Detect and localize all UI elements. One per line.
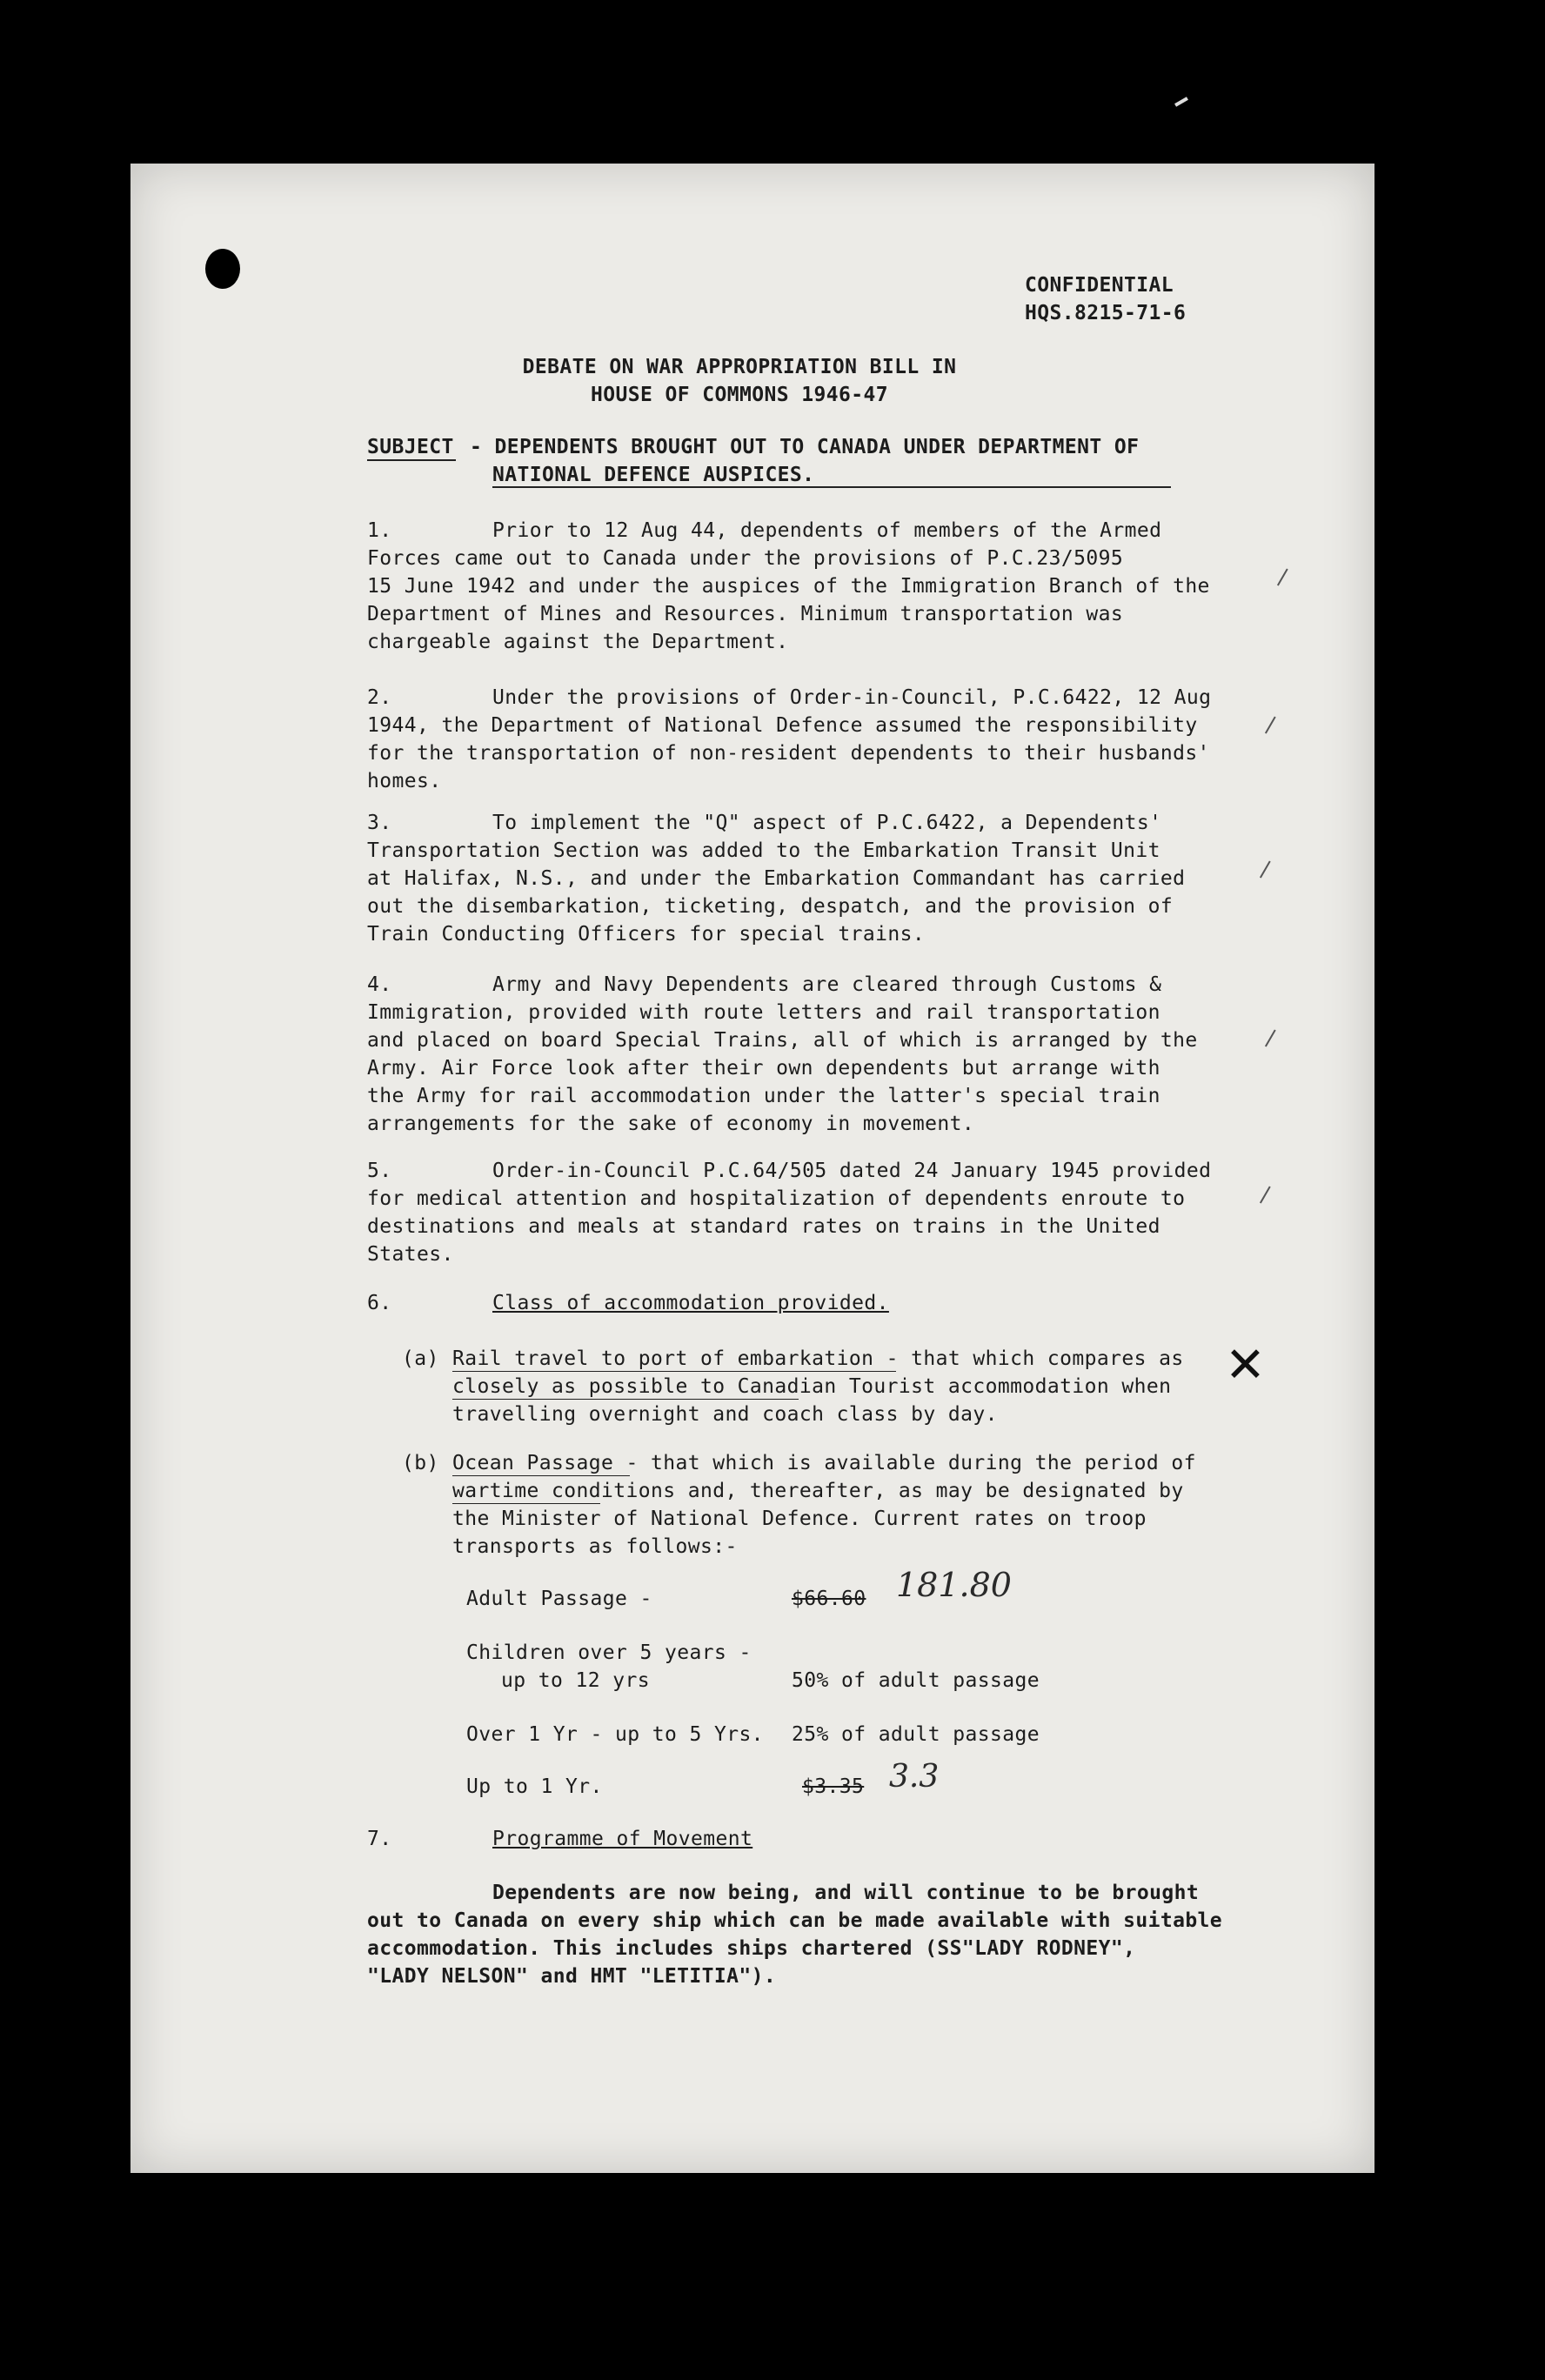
para-6b-label: (b) [402, 1452, 439, 1474]
para-7-heading: Programme of Movement [492, 1828, 753, 1850]
para-4-line: arrangements for the sake of economy in movement. [367, 1113, 975, 1135]
para-2-line: 1944, the Department of National Defence assumed the responsibility [367, 714, 1198, 737]
para-1-line: Prior to 12 Aug 44, dependents of members of the Armed [492, 519, 1162, 542]
para-6b-underline [452, 1503, 600, 1504]
classification-label: CONFIDENTIAL [1025, 274, 1174, 297]
para-6b-line: wartime conditions and, thereafter, as may be designated by [452, 1480, 1184, 1502]
para-3-number: 3. [367, 812, 392, 834]
para-5-number: 5. [367, 1160, 392, 1182]
para-6-heading: Class of accommodation provided. [492, 1292, 889, 1314]
para-1-line: Department of Mines and Resources. Minimum transportation was [367, 603, 1124, 625]
rate-children-label: up to 12 yrs [501, 1669, 650, 1692]
para-1-line: chargeable against the Department. [367, 631, 789, 653]
para-7-line: out to Canada on every ship which can be made available with suitable [367, 1909, 1223, 1932]
para-5-line: States. [367, 1243, 454, 1266]
rate-children-value: 50% of adult passage [792, 1669, 1040, 1692]
para-2-number: 2. [367, 686, 392, 709]
para-6a-line: travelling overnight and coach class by day. [452, 1403, 998, 1426]
para-6b-underline [452, 1475, 630, 1476]
para-7-line: "LADY NELSON" and HMT "LETITIA"). [367, 1965, 777, 1988]
rate-adult-value: $66.60 [792, 1588, 866, 1610]
para-4-line: Immigration, provided with route letters and rail transportation [367, 1001, 1160, 1024]
para-1-number: 1. [367, 519, 392, 542]
para-7-line: accommodation. This includes ships chartered (SS"LADY RODNEY", [367, 1937, 1136, 1960]
para-4-line: Army. Air Force look after their own dependents but arrange with [367, 1057, 1160, 1080]
subject-underline [492, 486, 1171, 488]
subject-line-1: - DEPENDENTS BROUGHT OUT TO CANADA UNDER DEPARTMENT OF [470, 436, 1140, 458]
para-2-line: homes. [367, 770, 442, 792]
rate-baby-label: Up to 1 Yr. [466, 1775, 603, 1798]
para-4-line: and placed on board Special Trains, all of which is arranged by the [367, 1029, 1198, 1052]
subject-label-underline [367, 459, 456, 461]
para-1-line: 15 June 1942 and under the auspices of the Immigration Branch of the [367, 575, 1210, 598]
para-6b-line: Ocean Passage - that which is available during the period of [452, 1452, 1196, 1474]
para-6a-label: (a) [402, 1347, 439, 1370]
para-2-line: for the transportation of non-resident dependents to their husbands' [367, 742, 1210, 765]
para-5-line: destinations and meals at standard rates on trains in the United [367, 1215, 1160, 1238]
subject-label: SUBJECT [367, 436, 454, 458]
para-3-line: Transportation Section was added to the Embarkation Transit Unit [367, 839, 1160, 862]
rate-baby-handwritten: 3.3 [889, 1759, 940, 1795]
punch-hole [205, 249, 240, 289]
para-4-line: the Army for rail accommodation under the latter's special train [367, 1085, 1160, 1107]
para-7-line: Dependents are now being, and will continue to be brought [492, 1882, 1200, 1904]
x-mark: ✕ [1225, 1337, 1266, 1394]
para-3-line: out the disembarkation, ticketing, despatch, and the provision of [367, 895, 1174, 918]
para-6a-underline [452, 1371, 896, 1372]
para-4-number: 4. [367, 973, 392, 996]
rate-adult-label: Adult Passage - [466, 1588, 652, 1610]
para-1-line: Forces came out to Canada under the provisions of P.C.23/5095 [367, 547, 1124, 570]
subject-line-2: NATIONAL DEFENCE AUSPICES. [492, 464, 815, 486]
rate-infant-value: 25% of adult passage [792, 1723, 1040, 1746]
para-7-number: 7. [367, 1828, 392, 1850]
para-5-line: Order-in-Council P.C.64/505 dated 24 January 1945 provided [492, 1160, 1212, 1182]
rate-baby-value: $3.35 [802, 1775, 865, 1798]
para-3-line: Train Conducting Officers for special trains. [367, 923, 926, 946]
para-3-line: at Halifax, N.S., and under the Embarkation Commandant has carried [367, 867, 1186, 890]
para-6b-line: the Minister of National Defence. Current rates on troop [452, 1508, 1147, 1530]
para-6a-underline [452, 1399, 799, 1400]
para-6b-line: transports as follows:- [452, 1535, 738, 1558]
para-6a-line: closely as possible to Canadian Tourist accommodation when [452, 1375, 1172, 1398]
rate-infant-label: Over 1 Yr - up to 5 Yrs. [466, 1723, 764, 1746]
title-line-2: HOUSE OF COMMONS 1946-47 [591, 384, 888, 406]
para-5-line: for medical attention and hospitalization of dependents enroute to [367, 1187, 1186, 1210]
scan-mark [1174, 97, 1188, 106]
para-6a-line: Rail travel to port of embarkation - that which compares as [452, 1347, 1184, 1370]
para-4-line: Army and Navy Dependents are cleared through Customs & [492, 973, 1162, 996]
para-3-line: To implement the "Q" aspect of P.C.6422, a Dependents' [492, 812, 1162, 834]
title-line-1: DEBATE ON WAR APPROPRIATION BILL IN [522, 356, 957, 378]
rate-children-label: Children over 5 years - [466, 1641, 752, 1664]
para-2-line: Under the provisions of Order-in-Council, P.C.6422, 12 Aug [492, 686, 1212, 709]
para-6-number: 6. [367, 1292, 392, 1314]
file-number: HQS.8215-71-6 [1025, 302, 1187, 324]
rate-adult-handwritten: 181.80 [896, 1566, 1012, 1604]
